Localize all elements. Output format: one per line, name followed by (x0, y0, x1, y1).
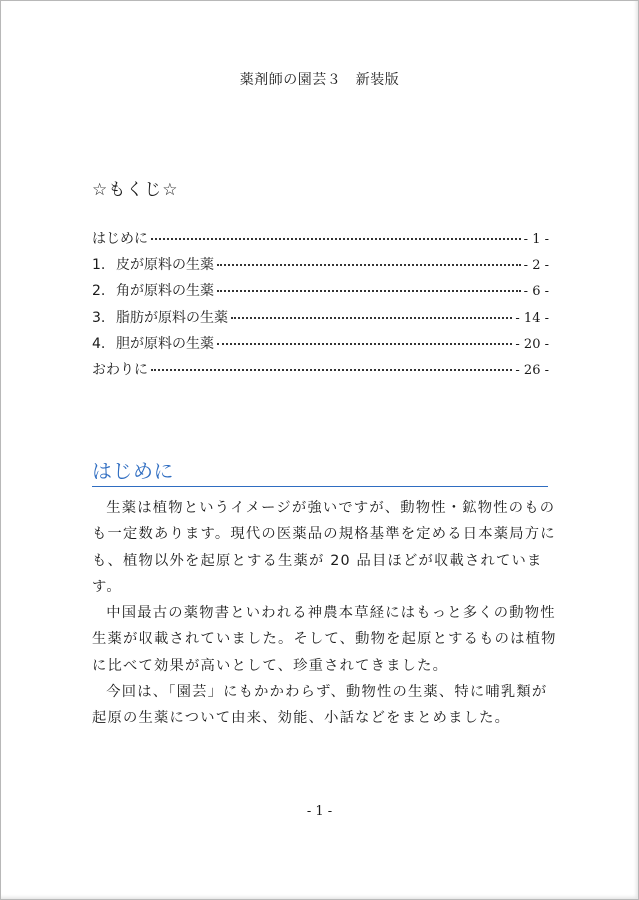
toc-leader-dots (217, 343, 512, 345)
toc-leader-dots (151, 238, 521, 240)
toc-entry-page: - 6 - (523, 284, 549, 300)
body-paragraph: 今回は、「園芸」にもかかわらず、動物性の生薬、特に哺乳類が起原の生薬について由来、効能、小話などをまとめました。 (92, 684, 548, 727)
body-paragraph: 中国最古の薬物書といわれる神農本草経にはもっと多くの動物性生薬が収載されていました。そして、動物を起原とするものは植物に比べて効果が高いとして、珍重されてきました。 (92, 605, 557, 674)
toc-entry-label: 脂肪が原料の生薬 (116, 309, 228, 326)
toc-entry-number: 4. (92, 335, 106, 352)
toc-title: ☆もくじ☆ (92, 180, 179, 200)
toc-entry-page: - 14 - (515, 310, 549, 326)
toc-entry-label: 胆が原料の生薬 (116, 335, 214, 352)
toc-entry[interactable] (92, 280, 549, 306)
page-number: - 1 - (306, 804, 333, 819)
section-heading: はじめに (92, 455, 548, 487)
toc-entry[interactable] (92, 307, 549, 333)
toc-entry-page: - 2 - (523, 258, 549, 274)
toc-entry[interactable] (92, 228, 549, 254)
table-of-contents (92, 228, 549, 385)
toc-entry-number: 3. (92, 309, 106, 326)
toc-entry-label: はじめに (92, 231, 148, 247)
toc-entry-number: 1. (92, 257, 106, 274)
toc-entry-page: - 20 - (515, 336, 549, 352)
toc-entry-label: おわりに (92, 361, 148, 378)
document-header-title: 薬剤師の園芸３ 新装版 (239, 72, 400, 88)
toc-entry-page: - 26 - (515, 362, 549, 378)
toc-entry[interactable] (92, 254, 549, 280)
toc-entry[interactable] (92, 359, 549, 385)
body-paragraph: 生薬は植物というイメージが強いですが、動物性・鉱物性のものも一定数あります。現代の医薬品の規格基準を定める日本薬局方にも、植物以外を起原とする生薬が 20 品目ほどが収載されています。 (92, 500, 556, 595)
section-body (92, 495, 560, 732)
toc-leader-dots (217, 264, 521, 266)
toc-leader-dots (151, 369, 512, 371)
toc-entry-number: 2. (92, 283, 106, 300)
toc-entry-label: 皮が原料の生薬 (116, 257, 214, 274)
toc-leader-dots (231, 317, 512, 319)
toc-entry[interactable] (92, 333, 549, 359)
toc-entry-page: - 1 - (523, 232, 549, 247)
toc-leader-dots (217, 290, 521, 292)
toc-entry-label: 角が原料の生薬 (116, 283, 214, 300)
